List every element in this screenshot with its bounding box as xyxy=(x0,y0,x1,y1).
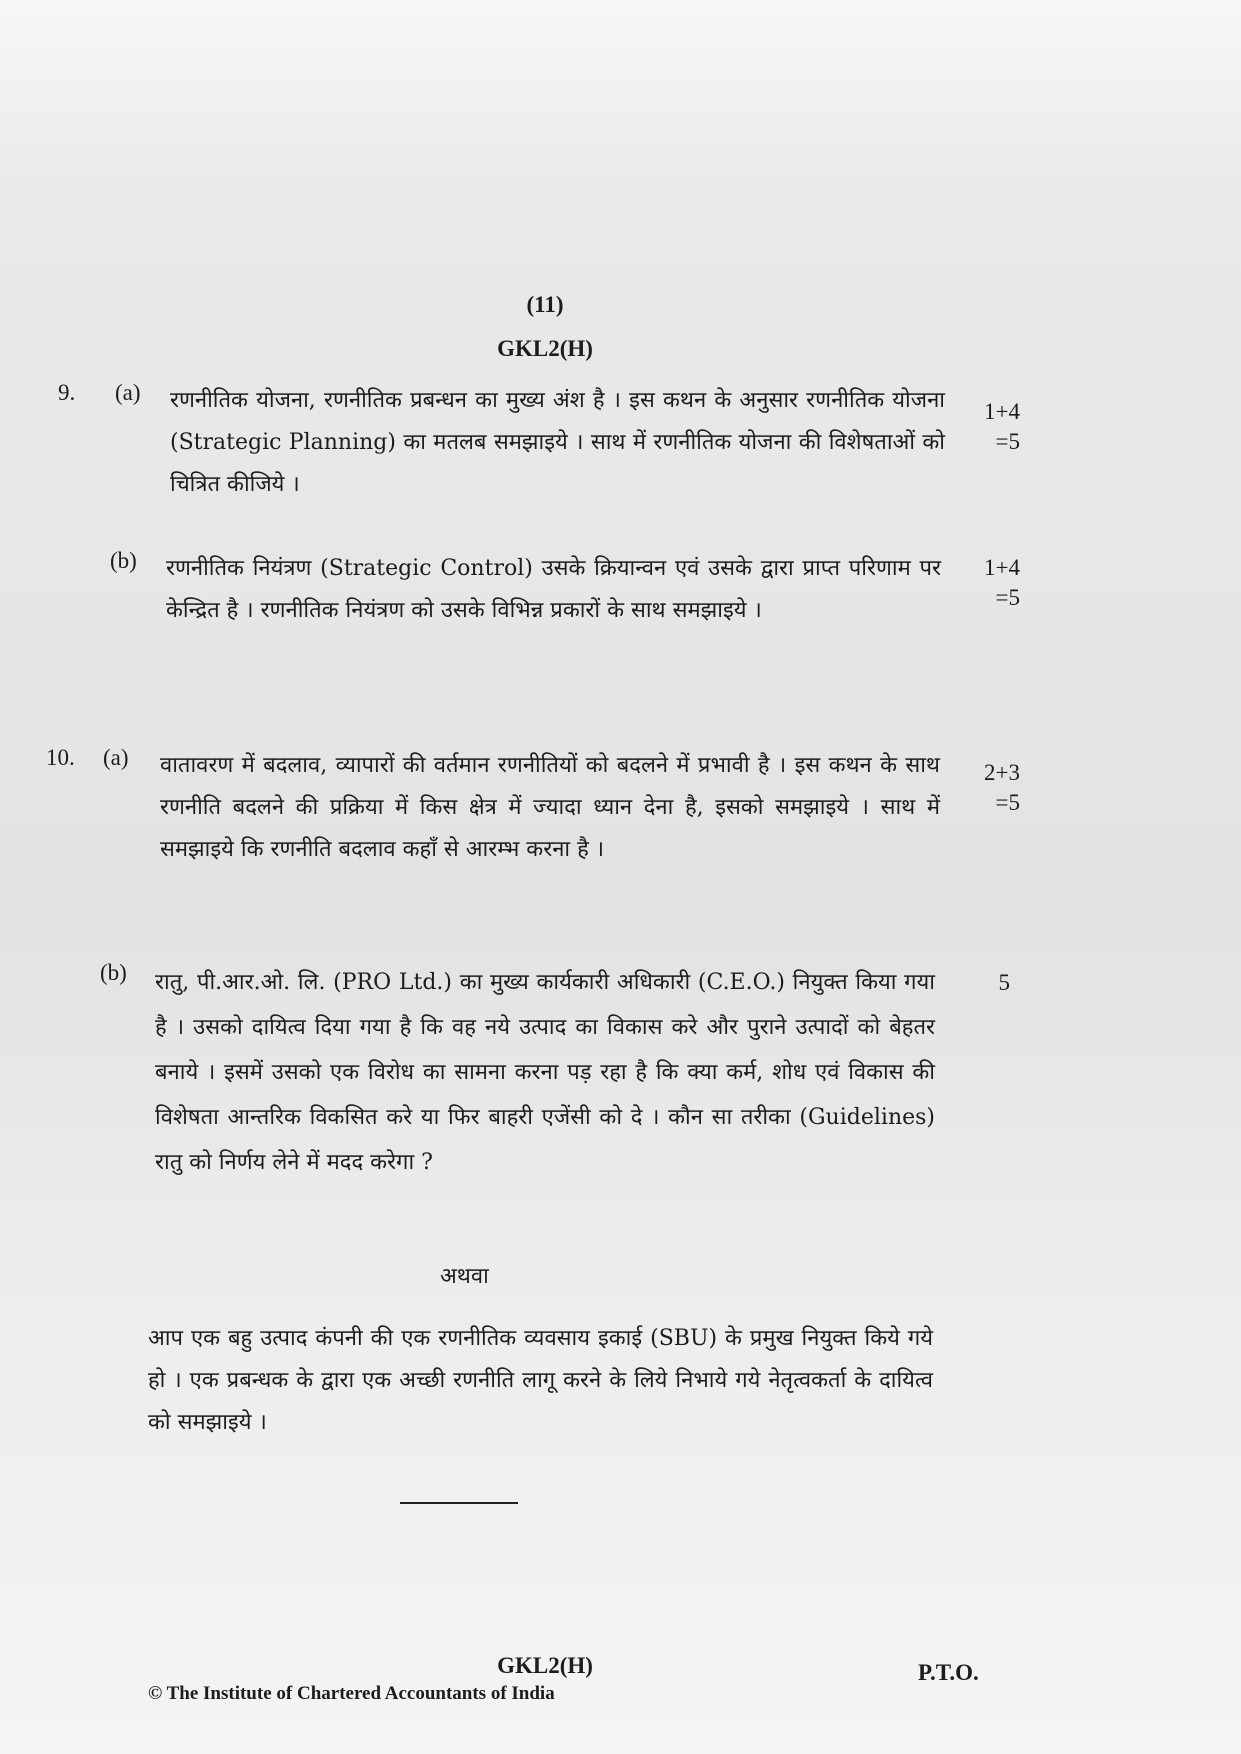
copyright-notice: © The Institute of Chartered Accountants of India xyxy=(148,1683,555,1704)
or-label: अथवा xyxy=(440,1264,489,1289)
question-text: रणनीतिक योजना, रणनीतिक प्रबन्धन का मुख्य अंश है । इस कथन के अनुसार रणनीतिक योजना (Strategic Planning) का मतलब समझाइये । साथ में रणनीतिक योजना की विशेषताओं को चित्रित कीजिये । xyxy=(170,388,945,497)
alternative-question-text: आप एक बहु उत्पाद कंपनी की एक रणनीतिक व्यवसाय इकाई (SBU) के प्रमुख नियुक्त किये गये हो । एक प्रबन्धक के द्वारा एक अच्छी रणनीति लागू करने के लिये निभाये गये नेतृत्वकर्ता के दायित्व को समझाइये । xyxy=(148,1326,933,1435)
subpart-label: (b) xyxy=(110,548,137,573)
paper-code-footer: GKL2(H) xyxy=(497,1653,593,1678)
marks xyxy=(960,758,1020,818)
subpart-label: (a) xyxy=(115,380,141,405)
end-rule xyxy=(400,1502,518,1504)
pto-label: P.T.O. xyxy=(918,1660,979,1685)
marks-line: 2+3 xyxy=(984,760,1020,785)
marks-line: 1+4 xyxy=(984,399,1020,424)
question-number: 9. xyxy=(58,380,76,405)
marks-line: 1+4 xyxy=(984,555,1020,580)
marks-line: =5 xyxy=(995,790,1020,815)
marks xyxy=(960,397,1020,457)
marks xyxy=(960,553,1020,613)
question-text: वातावरण में बदलाव, व्यापारों की वर्तमान रणनीतियों को बदलने में प्रभावी है । इस कथन के साथ रणनीति बदलने की प्रक्रिया में किस क्षेत्र में ज्यादा ध्यान देना है, इसको समझाइये । साथ में समझाइये कि रणनीति बदलाव कहाँ से आरम्भ करना है । xyxy=(160,753,940,862)
marks-line: 5 xyxy=(998,970,1010,995)
marks xyxy=(960,968,1010,998)
paper-code-header: GKL2(H) xyxy=(497,336,593,361)
marks-line: =5 xyxy=(995,585,1020,610)
question-number: 10. xyxy=(46,745,75,770)
question-text: रणनीतिक नियंत्रण (Strategic Control) उसके क्रियान्वन एवं उसके द्वारा प्राप्त परिणाम पर केन्द्रित है । रणनीतिक नियंत्रण को उसके विभिन्न प्रकारों के साथ समझाइये । xyxy=(166,556,941,623)
marks-line: =5 xyxy=(995,429,1020,454)
subpart-label: (b) xyxy=(100,960,127,985)
subpart-label: (a) xyxy=(103,745,129,770)
page-number: (11) xyxy=(526,292,564,317)
question-text: रातु, पी.आर.ओ. लि. (PRO Ltd.) का मुख्य कार्यकारी अधिकारी (C.E.O.) नियुक्त किया गया है । उसको दायित्व दिया गया है कि वह नये उत्पाद का विकास करे और पुराने उत्पादों को बेहतर बनाये । इसमें उसको एक विरोध का सामना करना पड़ रहा है कि क्या कर्म, शोध एवं विकास की विशेषता आन्तरिक विकसित करे या फिर बाहरी एजेंसी को दे । कौन सा तरीका (Guidelines) रातु को निर्णय लेने में मदद करेगा ? xyxy=(155,970,935,1175)
